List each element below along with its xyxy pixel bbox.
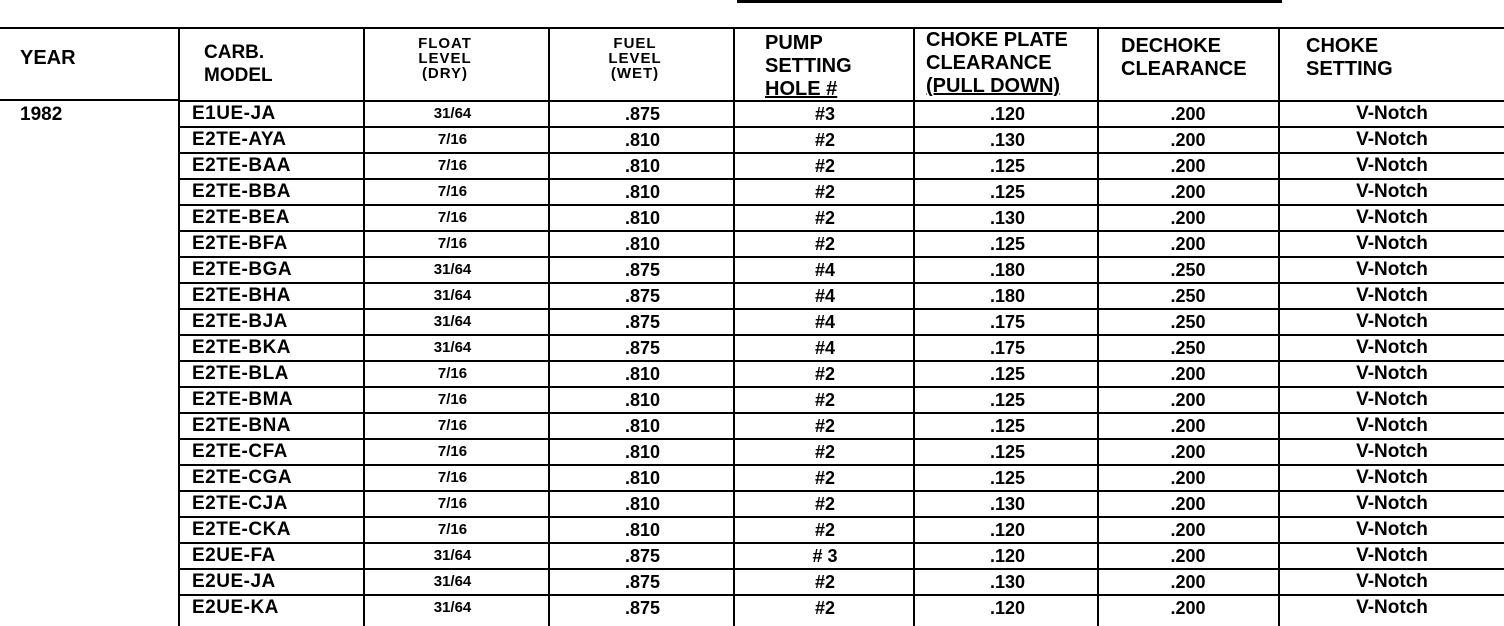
fuel-level-cell: .810 <box>624 442 661 462</box>
header-fuel-level <box>575 36 695 81</box>
choke-clearance-cell: .175 <box>989 338 1026 358</box>
fuel-level-cell: .810 <box>624 156 661 176</box>
fuel-level-cell: .810 <box>624 182 661 202</box>
carb-model-cell: E1UE-JA <box>192 103 276 124</box>
header-pump-setting <box>765 32 852 101</box>
dechoke-clearance-cell: .200 <box>1170 234 1206 254</box>
carb-model-cell: E2TE-BNA <box>192 415 292 436</box>
header-fuel-line2: LEVEL <box>608 50 662 67</box>
choke-clearance-cell: .120 <box>989 546 1026 566</box>
choke-setting-cell: V-Notch <box>1356 415 1428 436</box>
choke-setting-cell: V-Notch <box>1356 571 1428 592</box>
float-level-cell: 7/16 <box>437 131 468 148</box>
pump-setting-cell: #2 <box>814 390 836 410</box>
float-level-cell: 7/16 <box>437 391 468 408</box>
choke-clearance-cell: .125 <box>989 416 1026 436</box>
header-choke-plate <box>926 29 1068 98</box>
choke-setting-cell: V-Notch <box>1356 519 1428 540</box>
header-choke-line1: CHOKE PLATE <box>926 29 1068 51</box>
header-float-level <box>385 36 505 81</box>
pump-setting-cell: #2 <box>814 182 836 202</box>
float-level-cell: 7/16 <box>437 469 468 486</box>
pump-setting-cell: #3 <box>814 104 836 124</box>
choke-setting-cell: V-Notch <box>1356 363 1428 384</box>
table-row <box>180 362 1504 388</box>
fuel-level-cell: .810 <box>624 234 661 254</box>
dechoke-clearance-cell: .250 <box>1170 312 1206 332</box>
choke-setting-cell: V-Notch <box>1356 207 1428 228</box>
fuel-level-cell: .875 <box>624 546 661 566</box>
pump-setting-cell: #4 <box>814 312 836 332</box>
header-dechoke <box>1121 35 1247 81</box>
table-row <box>180 180 1504 206</box>
pump-setting-cell: #4 <box>814 286 836 306</box>
table-row <box>180 466 1504 492</box>
float-level-cell: 31/64 <box>433 105 472 122</box>
carb-model-cell: E2TE-CJA <box>192 493 288 514</box>
choke-clearance-cell: .125 <box>989 442 1026 462</box>
float-level-cell: 7/16 <box>437 157 468 174</box>
dechoke-clearance-cell: .200 <box>1170 208 1206 228</box>
choke-setting-cell: V-Notch <box>1356 259 1428 280</box>
header-dechoke-line1: DECHOKE <box>1121 35 1222 57</box>
table-row <box>180 596 1504 622</box>
table-row <box>180 440 1504 466</box>
header-fuel-line3: (WET) <box>610 65 660 82</box>
table-row <box>180 388 1504 414</box>
pump-setting-cell: #2 <box>814 572 836 592</box>
choke-clearance-cell: .180 <box>989 260 1026 280</box>
float-level-cell: 7/16 <box>437 209 468 226</box>
choke-clearance-cell: .125 <box>989 234 1026 254</box>
carb-model-cell: E2TE-BHA <box>192 285 292 306</box>
carb-model-cell: E2TE-BLA <box>192 363 289 384</box>
pump-setting-cell: #2 <box>814 130 836 150</box>
choke-setting-cell: V-Notch <box>1356 597 1428 618</box>
fuel-level-cell: .810 <box>624 520 661 540</box>
dechoke-clearance-cell: .250 <box>1170 260 1206 280</box>
header-pump-line2: SETTING <box>765 55 852 77</box>
fuel-level-cell: .875 <box>624 572 661 592</box>
header-float-line2: LEVEL <box>418 50 472 67</box>
header-choke-line2: CLEARANCE <box>926 52 1052 74</box>
fuel-level-cell: .810 <box>624 494 661 514</box>
choke-setting-cell: V-Notch <box>1356 311 1428 332</box>
carb-model-cell: E2TE-BGA <box>192 259 293 280</box>
table-row <box>180 310 1504 336</box>
choke-setting-cell: V-Notch <box>1356 441 1428 462</box>
float-level-cell: 7/16 <box>437 365 468 382</box>
carb-model-cell: E2TE-BFA <box>192 233 288 254</box>
carb-model-cell: E2TE-BKA <box>192 337 292 358</box>
table-row <box>180 206 1504 232</box>
pump-setting-cell: #2 <box>814 598 836 618</box>
choke-clearance-cell: .130 <box>989 208 1026 228</box>
fuel-level-cell: .875 <box>624 286 661 306</box>
dechoke-clearance-cell: .200 <box>1170 416 1206 436</box>
table-row <box>180 336 1504 362</box>
choke-setting-cell: V-Notch <box>1356 545 1428 566</box>
float-level-cell: 7/16 <box>437 183 468 200</box>
float-level-cell: 7/16 <box>437 521 468 538</box>
dechoke-clearance-cell: .200 <box>1170 468 1206 488</box>
choke-setting-cell: V-Notch <box>1356 129 1428 150</box>
dechoke-clearance-cell: .200 <box>1170 364 1206 384</box>
dechoke-clearance-cell: .200 <box>1170 572 1206 592</box>
choke-setting-cell: V-Notch <box>1356 233 1428 254</box>
fuel-level-cell: .810 <box>624 208 661 228</box>
dechoke-clearance-cell: .200 <box>1170 104 1206 124</box>
fuel-level-cell: .875 <box>624 312 661 332</box>
float-level-cell: 7/16 <box>437 495 468 512</box>
header-carb-model-line2: MODEL <box>204 65 273 86</box>
table-row <box>180 128 1504 154</box>
table-row <box>180 154 1504 180</box>
header-bottom-rule-year <box>0 99 180 101</box>
choke-setting-cell: V-Notch <box>1356 467 1428 488</box>
carb-model-cell: E2TE-CFA <box>192 441 288 462</box>
choke-clearance-cell: .125 <box>989 468 1026 488</box>
dechoke-clearance-cell: .200 <box>1170 130 1206 150</box>
header-carb-model <box>204 41 273 87</box>
top-rule <box>737 0 1282 3</box>
choke-clearance-cell: .130 <box>989 130 1026 150</box>
carb-model-cell: E2TE-BJA <box>192 311 288 332</box>
carb-model-cell: E2TE-CKA <box>192 519 292 540</box>
float-level-cell: 7/16 <box>437 417 468 434</box>
fuel-level-cell: .875 <box>624 260 661 280</box>
float-level-cell: 7/16 <box>437 443 468 460</box>
header-setting-line1: CHOKE <box>1306 35 1379 57</box>
choke-setting-cell: V-Notch <box>1356 337 1428 358</box>
carb-model-cell: E2TE-BEA <box>192 207 290 228</box>
fuel-level-cell: .810 <box>624 130 661 150</box>
table-row <box>180 492 1504 518</box>
table-row <box>180 414 1504 440</box>
dechoke-clearance-cell: .200 <box>1170 520 1206 540</box>
year-value: 1982 <box>20 104 63 125</box>
fuel-level-cell: .810 <box>624 468 661 488</box>
table-row <box>180 570 1504 596</box>
pump-setting-cell: #4 <box>814 338 836 358</box>
choke-clearance-cell: .175 <box>989 312 1026 332</box>
float-level-cell: 31/64 <box>433 261 472 278</box>
table-row <box>180 284 1504 310</box>
fuel-level-cell: .810 <box>624 416 661 436</box>
dechoke-clearance-cell: .250 <box>1170 286 1206 306</box>
float-level-cell: 31/64 <box>433 573 472 590</box>
table-row <box>180 258 1504 284</box>
dechoke-clearance-cell: .200 <box>1170 598 1206 618</box>
dechoke-clearance-cell: .200 <box>1170 156 1206 176</box>
header-pump-line3: HOLE # <box>765 78 838 100</box>
choke-clearance-cell: .120 <box>989 520 1026 540</box>
table-row <box>180 102 1504 128</box>
pump-setting-cell: #2 <box>814 416 836 436</box>
choke-setting-cell: V-Notch <box>1356 103 1428 124</box>
header-choke-line3: (PULL DOWN) <box>926 75 1061 97</box>
pump-setting-cell: # 3 <box>812 546 838 566</box>
choke-clearance-cell: .125 <box>989 390 1026 410</box>
pump-setting-cell: #2 <box>814 156 836 176</box>
fuel-level-cell: .810 <box>624 364 661 384</box>
choke-clearance-cell: .120 <box>989 598 1026 618</box>
choke-clearance-cell: .125 <box>989 182 1026 202</box>
carb-model-cell: E2UE-KA <box>192 597 279 618</box>
choke-clearance-cell: .130 <box>989 572 1026 592</box>
dechoke-clearance-cell: .200 <box>1170 494 1206 514</box>
choke-setting-cell: V-Notch <box>1356 285 1428 306</box>
header-choke-setting <box>1306 35 1393 81</box>
pump-setting-cell: #2 <box>814 234 836 254</box>
choke-setting-cell: V-Notch <box>1356 493 1428 514</box>
header-dechoke-line2: CLEARANCE <box>1121 58 1247 80</box>
pump-setting-cell: #2 <box>814 442 836 462</box>
dechoke-clearance-cell: .200 <box>1170 442 1206 462</box>
header-pump-line1: PUMP <box>765 32 823 54</box>
header-float-line3: (DRY) <box>421 65 469 82</box>
float-level-cell: 31/64 <box>433 599 472 616</box>
float-level-cell: 7/16 <box>437 235 468 252</box>
float-level-cell: 31/64 <box>433 313 472 330</box>
pump-setting-cell: #2 <box>814 208 836 228</box>
header-year: YEAR <box>20 47 76 69</box>
fuel-level-cell: .875 <box>624 104 661 124</box>
carb-model-cell: E2TE-BAA <box>192 155 292 176</box>
float-level-cell: 31/64 <box>433 287 472 304</box>
choke-clearance-cell: .180 <box>989 286 1026 306</box>
carb-model-cell: E2UE-FA <box>192 545 276 566</box>
carb-model-cell: E2TE-BBA <box>192 181 292 202</box>
pump-setting-cell: #4 <box>814 260 836 280</box>
table-row <box>180 544 1504 570</box>
dechoke-clearance-cell: .200 <box>1170 546 1206 566</box>
choke-clearance-cell: .125 <box>989 364 1026 384</box>
table-row <box>180 518 1504 544</box>
fuel-level-cell: .875 <box>624 598 661 618</box>
dechoke-clearance-cell: .200 <box>1170 182 1206 202</box>
carb-model-cell: E2TE-AYA <box>192 129 287 150</box>
pump-setting-cell: #2 <box>814 520 836 540</box>
float-level-cell: 31/64 <box>433 547 472 564</box>
carb-model-cell: E2TE-BMA <box>192 389 294 410</box>
pump-setting-cell: #2 <box>814 468 836 488</box>
choke-setting-cell: V-Notch <box>1356 389 1428 410</box>
choke-clearance-cell: .125 <box>989 156 1026 176</box>
choke-setting-cell: V-Notch <box>1356 155 1428 176</box>
carb-model-cell: E2TE-CGA <box>192 467 293 488</box>
carb-model-cell: E2UE-JA <box>192 571 276 592</box>
choke-setting-cell: V-Notch <box>1356 181 1428 202</box>
dechoke-clearance-cell: .250 <box>1170 338 1206 358</box>
header-setting-line2: SETTING <box>1306 58 1393 80</box>
fuel-level-cell: .810 <box>624 390 661 410</box>
dechoke-clearance-cell: .200 <box>1170 390 1206 410</box>
pump-setting-cell: #2 <box>814 364 836 384</box>
header-float-line1: FLOAT <box>418 35 472 52</box>
choke-clearance-cell: .130 <box>989 494 1026 514</box>
pump-setting-cell: #2 <box>814 494 836 514</box>
header-fuel-line1: FUEL <box>613 35 657 52</box>
header-carb-model-line1: CARB. <box>204 42 265 63</box>
fuel-level-cell: .875 <box>624 338 661 358</box>
table-row <box>180 232 1504 258</box>
choke-clearance-cell: .120 <box>989 104 1026 124</box>
float-level-cell: 31/64 <box>433 339 472 356</box>
